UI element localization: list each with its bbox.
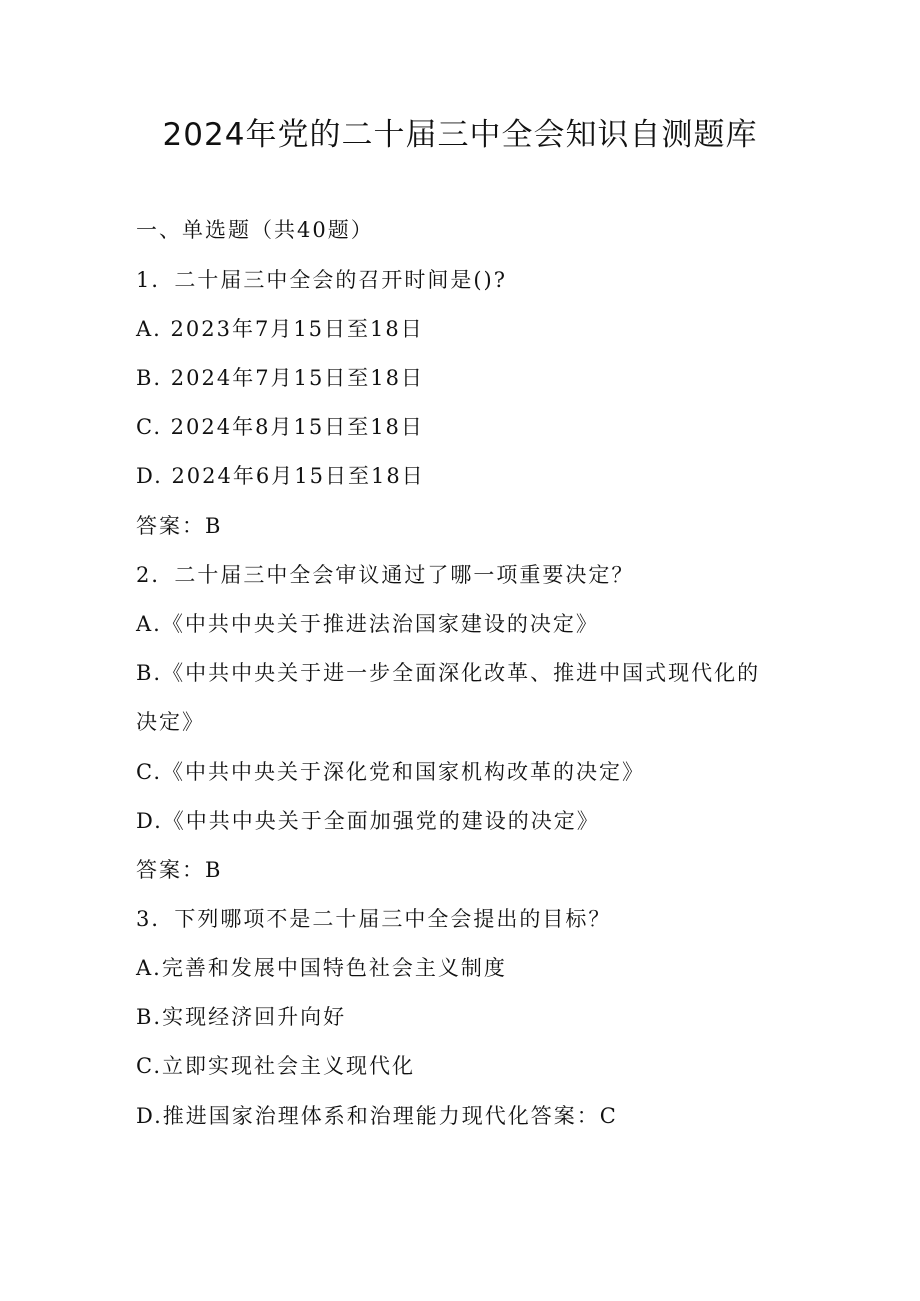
- question-2-option-c: C.《中共中央关于深化党和国家机构改革的决定》: [136, 760, 645, 784]
- question-2-option-a: A.《中共中央关于推进法治国家建设的决定》: [136, 612, 599, 636]
- question-2-option-b: B.《中共中央关于进一步全面深化改革、推进中国式现代化的: [136, 661, 761, 685]
- section-heading: 一、单选题（共40题）: [136, 218, 374, 242]
- question-1-answer: 答案：B: [136, 514, 223, 538]
- question-3-option-a: A.完善和发展中国特色社会主义制度: [136, 956, 507, 980]
- question-3-stem: 3．下列哪项不是二十届三中全会提出的目标？: [136, 907, 612, 931]
- question-1-option-c: C. 2024年8月15日至18日: [136, 415, 424, 439]
- question-1-option-a: A. 2023年7月15日至18日: [136, 317, 424, 341]
- question-3-option-d-with-answer: D.推进国家治理体系和治理能力现代化答案：C: [136, 1104, 618, 1128]
- document-title: 2024年党的二十届三中全会知识自测题库: [162, 117, 758, 153]
- question-1-stem: 1．二十届三中全会的召开时间是()?: [136, 268, 508, 292]
- question-2-answer: 答案：B: [136, 858, 223, 882]
- question-1-option-b: B. 2024年7月15日至18日: [136, 366, 425, 390]
- question-3-option-b: B.实现经济回升向好: [136, 1005, 347, 1029]
- question-1-option-d: D. 2024年6月15日至18日: [136, 464, 425, 488]
- question-2-option-d: D.《中共中央关于全面加强党的建设的决定》: [136, 809, 600, 833]
- question-2-option-b-continued: 决定》: [136, 710, 205, 734]
- question-2-stem: 2．二十届三中全会审议通过了哪一项重要决定？: [136, 563, 635, 587]
- question-3-option-c: C.立即实现社会主义现代化: [136, 1054, 415, 1078]
